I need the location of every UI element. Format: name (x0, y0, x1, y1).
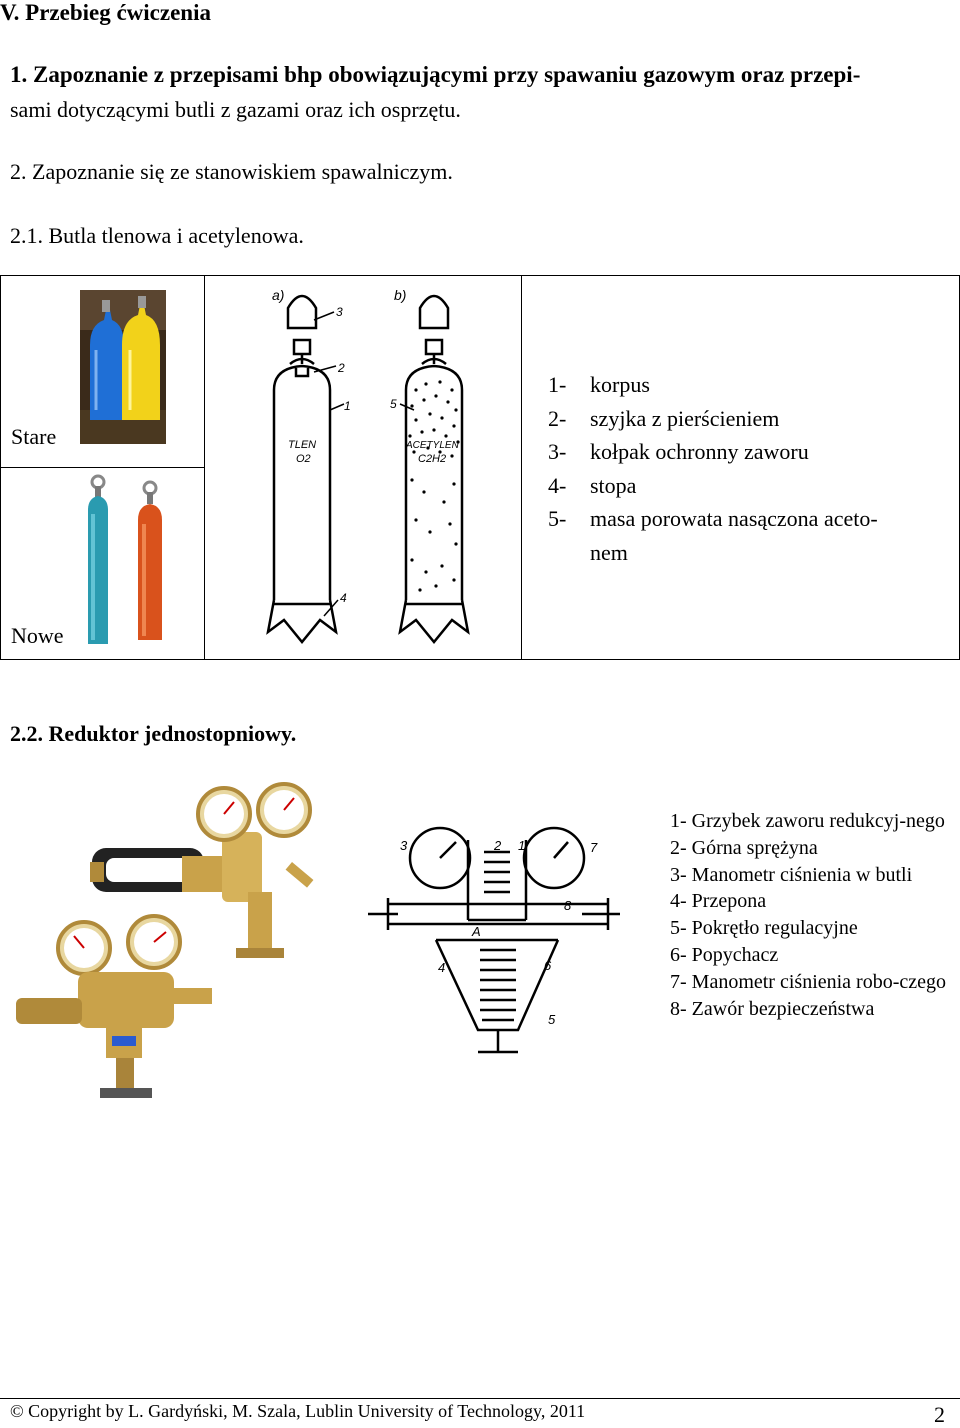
item-2: 2. Zapoznanie się ze stanowiskiem spawalniczym. (10, 159, 453, 184)
drawing-label-c2h2: C2H2 (418, 453, 447, 465)
reducer-num-6: 6 (544, 958, 552, 973)
legend-item: 3- kołpak ochronny zaworu (548, 439, 809, 464)
reducer-num-7: 7 (590, 840, 598, 855)
reducer-num-5: 5 (548, 1012, 556, 1027)
drawing-num-4: 4 (340, 591, 347, 605)
reducer-photo (12, 772, 327, 1106)
drawing-label-a: a) (272, 287, 285, 303)
item-1-line-1: 1. Zapoznanie z przepisami bhp obowiązującymi przy spawaniu gazowym oraz przepi- (10, 62, 861, 87)
reducer-drawing (358, 800, 642, 1080)
item-1-line-2: sami dotyczącymi butli z gazami oraz ich osprzętu. (10, 97, 461, 122)
legend-item: 5- masa porowata nasączona aceto- (548, 506, 878, 531)
legend-item: 1- korpus (548, 372, 650, 397)
section-title: V. Przebieg ćwiczenia (0, 0, 211, 25)
drawing-label-o2: O2 (296, 453, 311, 465)
label-new: Nowe (11, 623, 64, 648)
legend-item: 4- Przepona (670, 890, 767, 913)
reducer-num-1: 1 (518, 838, 526, 853)
cylinder-drawing (244, 280, 480, 658)
legend-item: 6- Popychacz (670, 943, 779, 966)
reducer-label-a: A (472, 924, 481, 939)
legend-item: 3- Manometr ciśnienia w butli (670, 863, 913, 886)
drawing-label-tlen: TLEN (288, 439, 317, 451)
new-cylinders-photo (82, 474, 174, 646)
drawing-num-2: 2 (338, 361, 345, 375)
reducer-num-3: 3 (400, 838, 408, 853)
reducer-num-4: 4 (438, 960, 446, 975)
reducer-legend (670, 808, 960, 1022)
subsection-2-1: 2.1. Butla tlenowa i acetylenowa. (10, 223, 304, 248)
label-old: Stare (11, 424, 57, 449)
drawing-label-b: b) (394, 287, 407, 303)
drawing-label-acetylen: ACETYLEN (406, 440, 459, 451)
legend-item: 5- Pokrętło regulacyjne (670, 917, 858, 940)
page-number: 2 (934, 1402, 945, 1427)
drawing-num-5: 5 (390, 397, 397, 411)
legend-item: 2- szyjka z pierścieniem (548, 405, 780, 431)
old-cylinders-photo (80, 290, 166, 444)
legend-item: 2- Górna sprężyna (670, 836, 818, 859)
subsection-2-2: 2.2. Reduktor jednostopniowy. (10, 721, 297, 746)
footer-copyright: © Copyright by L. Gardyński, M. Szala, Lublin University of Technology, 2011 (10, 1401, 586, 1421)
cylinder-legend (548, 368, 930, 569)
drawing-num-1: 1 (344, 399, 351, 413)
legend-item: 7- Manometr ciśnienia robo-czego (670, 970, 947, 993)
drawing-num-3: 3 (336, 305, 343, 319)
legend-item: 8- Zawór bezpieczeństwa (670, 997, 875, 1020)
reducer-num-8: 8 (564, 898, 572, 913)
legend-item: 1- Grzybek zaworu redukcyj-nego (670, 810, 945, 832)
legend-item: 4- stopa (548, 472, 637, 498)
legend-item: nem (590, 539, 628, 565)
reducer-num-2: 2 (494, 838, 502, 853)
footer-divider (0, 1398, 960, 1399)
